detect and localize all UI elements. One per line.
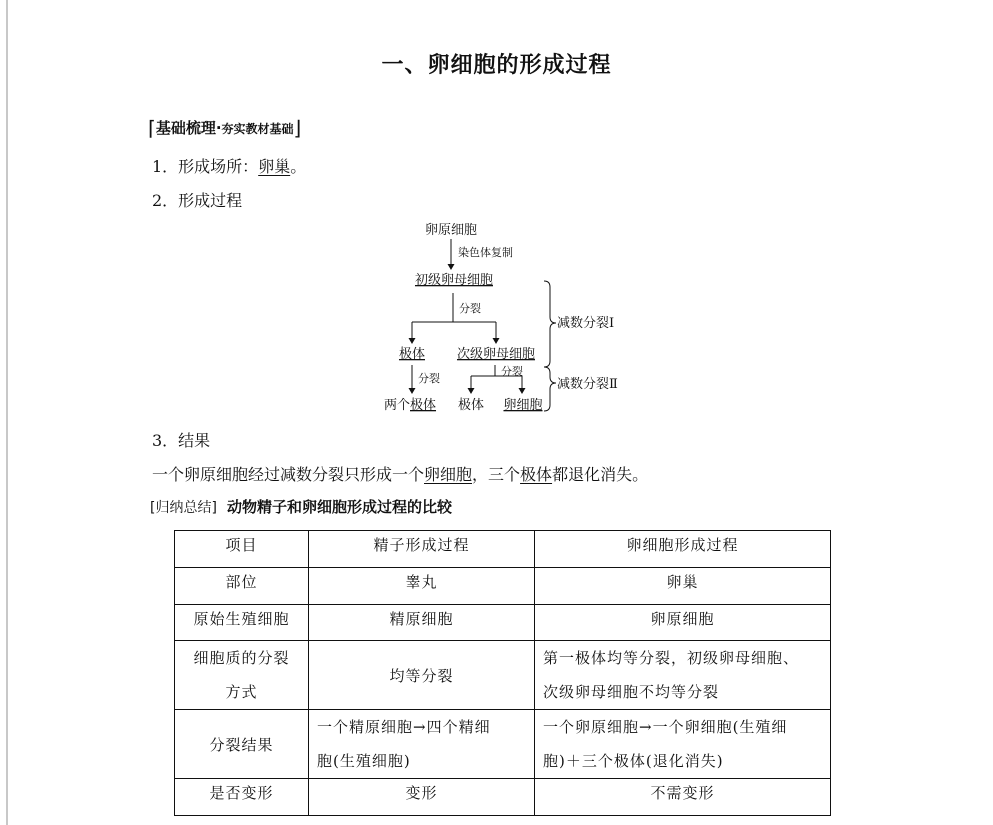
page-left-border xyxy=(6,0,8,825)
result-sentence xyxy=(152,462,648,485)
flow-two-suffix: 极体 xyxy=(410,398,437,413)
item-location xyxy=(152,154,306,177)
flow-split1: 分裂 xyxy=(459,302,481,315)
summary-text: 动物精子和卵细胞形成过程的比较 xyxy=(226,498,452,516)
flow-split2: 分裂 xyxy=(418,372,440,385)
flow-brace-meiosis1 xyxy=(544,281,556,367)
result-part3: 都退化消失。 xyxy=(552,465,649,484)
section-header xyxy=(148,116,301,140)
table-header-sperm: 精子形成过程 xyxy=(309,531,535,568)
table-header-egg: 卵细胞形成过程 xyxy=(535,531,831,568)
flow-start: 卵原细胞 xyxy=(424,223,478,238)
table-cell: 均等分裂 xyxy=(309,641,535,710)
section-bracket-right: ⌋ xyxy=(293,116,302,140)
item-result-heading: 3．结果 xyxy=(152,431,211,450)
flow-primary-oocyte: 初级卵母细胞 xyxy=(414,273,494,288)
table-row xyxy=(175,779,831,816)
section-header-sub: 夯实教材基础 xyxy=(221,122,294,136)
table-cell xyxy=(535,641,831,710)
flow-secondary-oocyte: 次级卵母细胞 xyxy=(456,347,536,362)
table-cell: 卵巢 xyxy=(535,568,831,605)
flow-step-replicate: 染色体复制 xyxy=(458,246,513,259)
section-bracket-left: ⌈ xyxy=(148,116,156,140)
table-cell: 不需变形 xyxy=(535,779,831,816)
summary-tag: [归纳总结] xyxy=(150,500,217,516)
cell-line: 一个卵原细胞→一个卵细胞(生殖细 xyxy=(543,718,788,736)
cell-line: 胞)＋三个极体(退化消失) xyxy=(543,752,724,770)
table-cell xyxy=(175,641,309,710)
flow-brace-meiosis2 xyxy=(544,367,556,411)
section-header-main: 基础梳理 xyxy=(155,119,216,137)
flow-split3: 分裂 xyxy=(501,365,523,378)
cell-line: 一个精原细胞→四个精细 xyxy=(317,718,491,736)
formation-flowchart xyxy=(370,215,640,420)
result-egg: 卵细胞 xyxy=(424,465,473,484)
summary-heading xyxy=(150,496,452,517)
table-row xyxy=(175,531,831,568)
cell-line: 方式 xyxy=(225,683,258,701)
flow-two-prefix: 两个 xyxy=(383,398,410,413)
result-part2: ，三个 xyxy=(472,465,521,484)
comparison-table xyxy=(174,530,831,816)
table-cell: 睾丸 xyxy=(309,568,535,605)
item-location-prefix: 1．形成场所： xyxy=(152,157,259,176)
table-cell: 是否变形 xyxy=(175,779,309,816)
table-row xyxy=(175,568,831,605)
table-cell: 精原细胞 xyxy=(309,605,535,641)
item-location-answer: 卵巢 xyxy=(258,157,291,176)
cell-line: 次级卵母细胞不均等分裂 xyxy=(543,683,720,701)
flow-egg-cell: 卵细胞 xyxy=(503,398,543,413)
flow-polar-body2: 极体 xyxy=(457,398,485,413)
cell-line: 胞(生殖细胞) xyxy=(317,752,411,770)
flow-meiosis2: 减数分裂Ⅱ xyxy=(557,377,618,392)
table-row xyxy=(175,710,831,779)
table-cell: 变形 xyxy=(309,779,535,816)
table-row xyxy=(175,641,831,710)
item-process-heading: 2．形成过程 xyxy=(152,191,243,210)
result-part1: 一个卵原细胞经过减数分裂只形成一个 xyxy=(152,465,425,484)
item-location-suffix: 。 xyxy=(290,157,307,176)
page-title: 一、卵细胞的形成过程 xyxy=(381,53,612,78)
table-cell xyxy=(535,710,831,779)
section-header-dot: · xyxy=(215,119,222,137)
table-cell: 分裂结果 xyxy=(175,710,309,779)
table-cell xyxy=(309,710,535,779)
flow-two-polar xyxy=(384,397,436,413)
flow-polar-body: 极体 xyxy=(398,347,426,362)
flow-meiosis1: 减数分裂Ⅰ xyxy=(557,316,615,331)
table-row xyxy=(175,605,831,641)
cell-line: 第一极体均等分裂，初级卵母细胞、 xyxy=(543,649,800,667)
table-cell: 原始生殖细胞 xyxy=(175,605,309,641)
table-header-item: 项目 xyxy=(175,531,309,568)
table-cell: 部位 xyxy=(175,568,309,605)
result-polar: 极体 xyxy=(520,465,553,484)
table-cell: 卵原细胞 xyxy=(535,605,831,641)
cell-line: 细胞质的分裂 xyxy=(193,649,290,667)
